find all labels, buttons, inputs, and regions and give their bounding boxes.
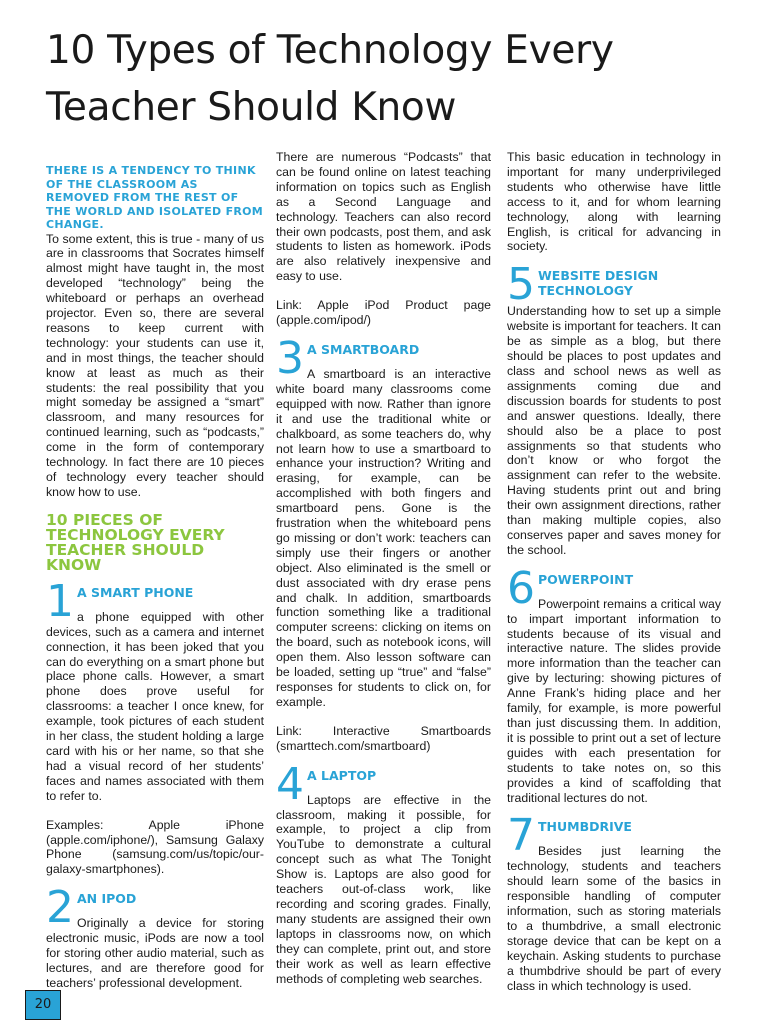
item-2	[46, 882, 264, 991]
item-number: 4	[276, 758, 304, 810]
item-body: Laptops are effective in the classroom, making it possible, for example, to project a clip from YouTube to demonstrate a cultural concept such as what The Tonight Show is. Laptops are also good for teachers out-of-class work, like recording and scoring grades. Finally, many students are assigned their own laptops in classrooms now, on which they can complete, print out, and store their work as well as learn effective methods of completing web searches.	[276, 792, 491, 986]
item-title: POWERPOINT	[538, 571, 634, 587]
item-title: A LAPTOP	[307, 767, 377, 783]
intro-lead: THERE IS A TENDENCY TO THINK OF THE CLASSROOM AS REMOVED FROM THE REST OF THE WORLD AND ISOLATED FROM CHANGE.	[46, 164, 264, 231]
item-body: A smartboard is an interactive white board many classrooms come equipped with now. Rather than ignore it and use the traditional white or chalkboard, as some teachers do, why not learn how to use a smartboard to enhance your instruction? Writing and erasing, for example, can be accomplished with both fingers and smartboard pens. Gone is the frustration when the whiteboard pens go missing or don’t work: teachers can simply use their fingers or another object. Also eliminated is the smell or dust associated with dry erase pens and chalk. In addition, smartboards function something like a traditional computer screens: clicking on items on the board, such as notebook icons, will open them. Also lesson software can be loaded, setting up “true” and “false” responses for students to click on, for example.	[276, 366, 491, 709]
item-title: A SMART PHONE	[77, 584, 194, 600]
item-3	[276, 332, 491, 754]
item-number: 5	[507, 259, 535, 311]
section-heading: 10 PIECES OF TECHNOLOGY EVERY TEACHER SHOULD KNOW	[46, 510, 225, 574]
item-continuation: There are numerous “Podcasts” that can be found online on latest teaching information on topics such as English as a Second Language and technology. Teachers can also record their own podcasts, post them, and ask students to listen as homework. iPods are also relatively inexpensive and easy to use.	[276, 150, 491, 284]
item-extra: Link: Interactive Smartboards (smarttech.com/smartboard)	[276, 723, 491, 753]
item-title: AN IPOD	[77, 891, 137, 907]
item-number: 6	[507, 562, 535, 614]
page-number: 20	[25, 990, 61, 1020]
item-number: 3	[276, 332, 304, 384]
column-2	[276, 150, 491, 1000]
item-7	[507, 810, 721, 993]
column-3	[507, 150, 721, 1008]
item-title: A SMARTBOARD	[307, 341, 420, 357]
page-title: 10 Types of Technology Every Teacher Should Know	[46, 28, 614, 130]
item-body: Originally a device for storing electronic music, iPods are now a tool for storing other audio material, such as lectures, and are therefore good for teachers’ professional development.	[46, 916, 264, 990]
intro-body: To some extent, this is true - many of us are in classrooms that Socrates himself almost might have taught in, the most developed “technology” being the whiteboard or perhaps an overhead projector. Even so, there are several reasons to keep current with technology: your students can use it, and in most things, the teacher should know at least as much as their students: the real possibility that you might someday be assigned a “smart” classroom, and many resources for continued learning, such as “podcasts,” come in the form of contemporary technology. In fact there are 10 pieces of technology every teacher should know how to use.	[46, 231, 264, 499]
item-extra: Examples: Apple iPhone (apple.com/iphone/), Samsung Galaxy Phone (samsung.com/us/topic/our-galaxy-smartphones).	[46, 817, 264, 877]
item-4	[276, 758, 491, 987]
item-body: Understanding how to set up a simple website is important for teachers. It can be as simple as a blog, but there should be places to post updates and class and school news as well as assignments coming due and discussion boards for students to post and answer questions. Ideally, there should also be a place to post assignments so that students who don’t know or who forgot the assignment can refer to the website. Having students print out and bring their own assignment directions, rather than making multiple copies, also conserves paper and saves money for the school.	[507, 304, 721, 557]
item-title: WEBSITE DESIGN TECHNOLOGY	[538, 268, 659, 299]
item-5	[507, 259, 721, 557]
item-body: Powerpoint remains a critical way to impart important information to students because of its visual and interactive nature. The slides provide more information than the teacher can give by lecturing: showing pictures of Anne Frank’s hiding place and her family, for example, is more powerful than just discussing them. In addition, it is possible to print out a set of lecture guides with each presentation for students to take notes on, so this provides a kind of scaffolding that traditional lectures do not.	[507, 596, 721, 805]
item-extra: Link: Apple iPod Product page (apple.com/ipod/)	[276, 298, 491, 328]
item-6	[507, 562, 721, 806]
item-continuation: This basic education in technology in important for many underprivileged students who otherwise have little access to it, and for whom learning technology, along with learning English, is critical for advancing in society.	[507, 150, 721, 254]
item-title: THUMBDRIVE	[538, 819, 632, 835]
item-body: a phone equipped with other devices, such as a camera and internet connection, it has been joked that you can do everything on a smart phone but place phone calls. However, a smart phone does prove useful for classrooms: a teacher I once knew, for example, took pictures of each student in her class, the student holding a large card with his or her name, so that she had a visual record of her students’ faces and names associated with them to refer to.	[46, 609, 264, 803]
item-number: 2	[46, 882, 74, 934]
item-number: 1	[46, 575, 74, 627]
item-1	[46, 575, 264, 877]
column-1	[46, 150, 264, 1005]
item-number: 7	[507, 810, 535, 862]
item-body: Besides just learning the technology, students and teachers should learn some of the basics in responsible handling of computer information, such as storing materials to a thumbdrive, a small electronic storage device that can be kept on a keychain. Asking students to purchase a thumbdrive should be part of every class in which technology is used.	[507, 844, 721, 993]
